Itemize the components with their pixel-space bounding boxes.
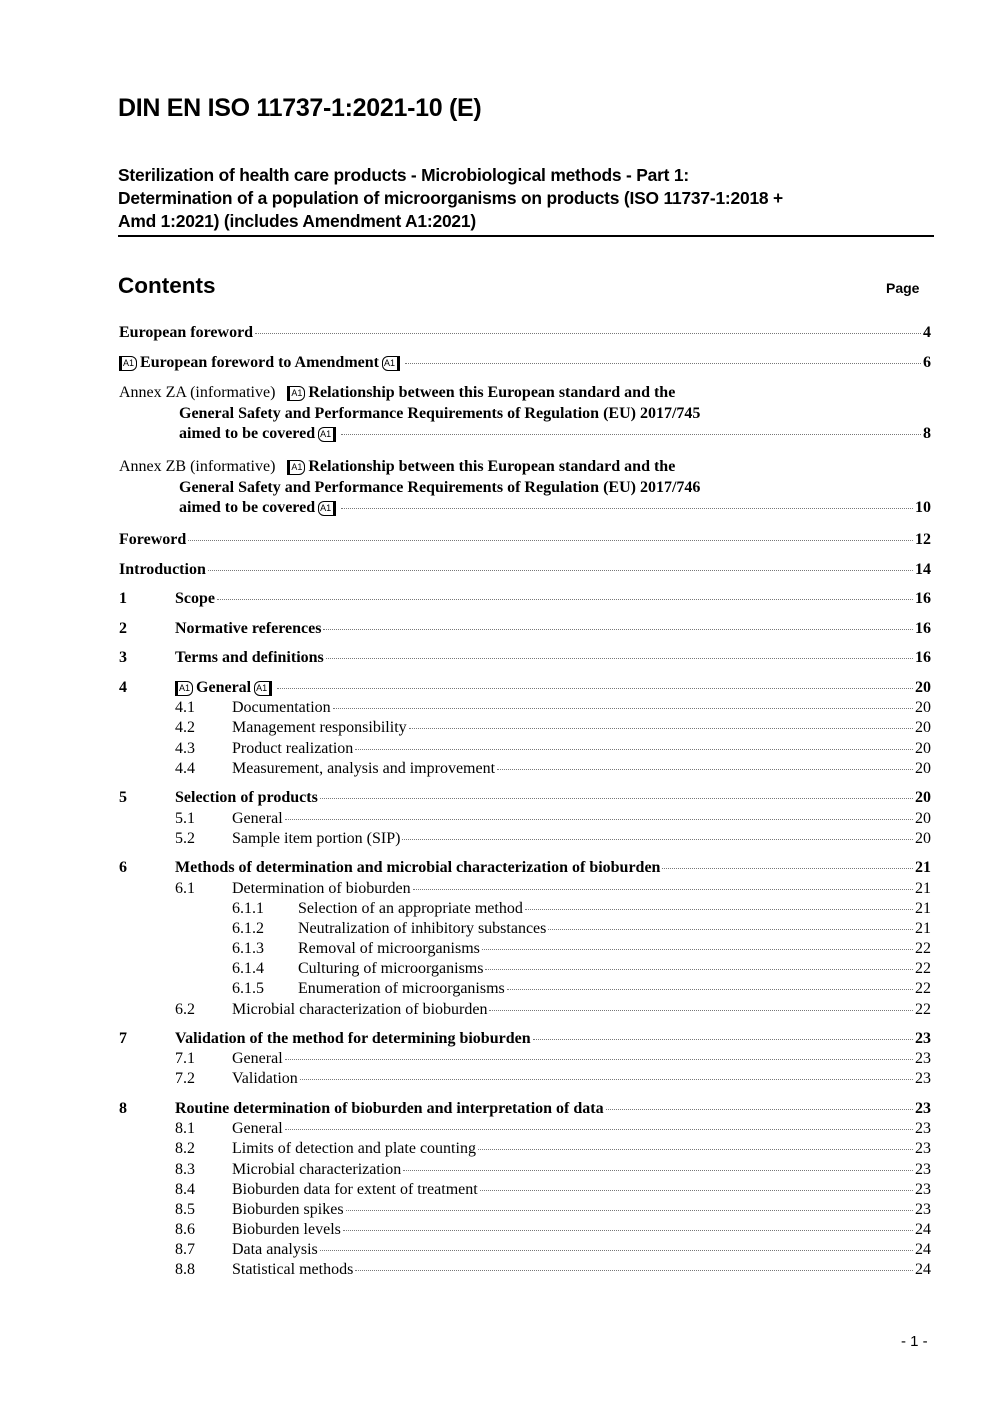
toc-entry-5-2[interactable] bbox=[119, 829, 931, 850]
toc-entry-7-2[interactable] bbox=[119, 1069, 931, 1090]
toc-entry-2[interactable] bbox=[119, 619, 931, 640]
annex-prefix: Annex ZB (informative) bbox=[119, 458, 276, 475]
toc-entry-5-1[interactable] bbox=[119, 809, 931, 830]
toc-number: 5 bbox=[119, 789, 127, 806]
toc-page-number: 20 bbox=[915, 760, 931, 777]
toc-entry-4-2[interactable] bbox=[119, 718, 931, 739]
dot-leader bbox=[188, 539, 913, 541]
toc-entry-8[interactable] bbox=[119, 1099, 931, 1120]
toc-title: Product realization bbox=[232, 740, 354, 757]
contents-heading: Contents bbox=[118, 273, 216, 298]
toc-title: Removal of microorganisms bbox=[298, 940, 480, 957]
toc-number: 8.1 bbox=[175, 1120, 195, 1137]
dot-leader bbox=[485, 968, 913, 970]
toc-entry-6-1-4[interactable] bbox=[119, 959, 931, 980]
toc-number: 6.2 bbox=[175, 1001, 195, 1018]
toc-entry-4-1[interactable] bbox=[119, 698, 931, 719]
toc-number: 4.3 bbox=[175, 740, 195, 757]
dot-leader bbox=[533, 1038, 913, 1040]
toc-entry-6-2[interactable] bbox=[119, 1000, 931, 1021]
toc-number: 2 bbox=[119, 620, 127, 637]
toc-number: 3 bbox=[119, 649, 127, 666]
toc-title: Normative references bbox=[175, 620, 322, 637]
dot-leader bbox=[355, 748, 913, 750]
toc-entry-8-7[interactable] bbox=[119, 1240, 931, 1261]
toc-title: General bbox=[232, 1120, 283, 1137]
toc-entry-4-3[interactable] bbox=[119, 739, 931, 760]
toc-entry-8-5[interactable] bbox=[119, 1200, 931, 1221]
toc-entry-8-6[interactable] bbox=[119, 1220, 931, 1241]
toc-entry-7[interactable] bbox=[119, 1029, 931, 1050]
toc-number: 8.2 bbox=[175, 1140, 195, 1157]
toc-title: Terms and definitions bbox=[175, 649, 324, 666]
subtitle-line: Amd 1:2021) (includes Amendment A1:2021) bbox=[118, 211, 476, 231]
toc-entry-1[interactable] bbox=[119, 589, 931, 610]
toc-entry-8-3[interactable] bbox=[119, 1160, 931, 1181]
toc-number: 4.4 bbox=[175, 760, 195, 777]
toc-title: Introduction bbox=[119, 561, 206, 578]
toc-title: Data analysis bbox=[232, 1241, 318, 1258]
toc-title: Selection of products bbox=[175, 789, 318, 806]
toc-page-number: 23 bbox=[915, 1181, 931, 1198]
toc-page-number: 20 bbox=[915, 789, 931, 806]
toc-title: Foreword bbox=[119, 531, 187, 548]
dot-leader bbox=[285, 1058, 913, 1060]
toc-title: Methods of determination and microbial characterization of bioburden bbox=[175, 859, 661, 876]
toc-title: Microbial characterization bbox=[232, 1161, 402, 1178]
toc-title-line: Relationship between this European standard and the bbox=[308, 384, 676, 401]
toc-number: 6.1.4 bbox=[232, 960, 264, 977]
toc-page-number: 6 bbox=[923, 354, 931, 371]
toc-entry-annex-zb[interactable] bbox=[119, 457, 931, 519]
dot-leader bbox=[285, 818, 913, 820]
dot-leader bbox=[606, 1108, 913, 1110]
toc-number: 6.1.1 bbox=[232, 900, 264, 917]
toc-title: Bioburden spikes bbox=[232, 1201, 344, 1218]
dot-leader bbox=[413, 888, 913, 890]
toc-number: 7 bbox=[119, 1030, 127, 1047]
toc-title-line: Relationship between this European standard and the bbox=[308, 458, 676, 475]
dot-leader bbox=[662, 867, 913, 869]
toc-number: 5.2 bbox=[175, 830, 195, 847]
toc-title: Scope bbox=[175, 590, 215, 607]
toc-title-line: General Safety and Performance Requirements of Regulation (EU) 2017/745 bbox=[179, 404, 701, 422]
toc-entry-3[interactable] bbox=[119, 648, 931, 669]
dot-leader bbox=[300, 1078, 913, 1080]
toc-number: 6.1.2 bbox=[232, 920, 264, 937]
toc-entry-8-4[interactable] bbox=[119, 1180, 931, 1201]
dot-leader bbox=[355, 1269, 913, 1271]
toc-page-number: 22 bbox=[915, 940, 931, 957]
toc-title: Microbial characterization of bioburden bbox=[232, 1001, 488, 1018]
toc-number: 8.7 bbox=[175, 1241, 195, 1258]
toc-title: European foreword bbox=[119, 324, 254, 341]
toc-page-number: 4 bbox=[923, 324, 931, 341]
toc-page-number: 23 bbox=[915, 1070, 931, 1087]
toc-entry-european-foreword[interactable] bbox=[119, 323, 931, 344]
toc-page-number: 21 bbox=[915, 859, 931, 876]
toc-page-number: 20 bbox=[915, 699, 931, 716]
dot-leader bbox=[507, 988, 913, 990]
toc-entry-6-1-3[interactable] bbox=[119, 939, 931, 960]
toc-page-number: 21 bbox=[915, 880, 931, 897]
document-subtitle bbox=[118, 164, 934, 237]
dot-leader bbox=[333, 707, 913, 709]
dot-leader bbox=[320, 1249, 913, 1251]
dot-leader bbox=[277, 687, 913, 689]
toc-number: 7.2 bbox=[175, 1070, 195, 1087]
toc-page-number: 21 bbox=[915, 920, 931, 937]
amendment-end-marker-icon: A1 bbox=[318, 501, 336, 516]
toc-page-number: 22 bbox=[915, 960, 931, 977]
amendment-end-marker-icon: A1 bbox=[318, 427, 336, 442]
toc-entry-6-1-2[interactable] bbox=[119, 919, 931, 940]
toc-number: 4.2 bbox=[175, 719, 195, 736]
toc-entry-8-8[interactable] bbox=[119, 1260, 931, 1281]
amendment-end-marker-icon: A1 bbox=[254, 681, 272, 696]
dot-leader bbox=[480, 1189, 913, 1191]
toc-title: Determination of bioburden bbox=[232, 880, 411, 897]
toc-title: Bioburden levels bbox=[232, 1221, 341, 1238]
toc-page-number: 20 bbox=[915, 740, 931, 757]
toc-title: Sample item portion (SIP) bbox=[232, 830, 401, 847]
amendment-start-marker-icon: A1 bbox=[287, 460, 305, 475]
dot-leader bbox=[409, 727, 913, 729]
toc-page-number: 12 bbox=[915, 531, 931, 548]
toc-number: 1 bbox=[119, 590, 127, 607]
dot-leader bbox=[497, 768, 913, 770]
toc-title: Routine determination of bioburden and interpretation of data bbox=[175, 1100, 604, 1117]
toc-number: 8.4 bbox=[175, 1181, 195, 1198]
toc-page-number: 22 bbox=[915, 980, 931, 997]
dot-leader bbox=[482, 948, 913, 950]
toc-page-number: 16 bbox=[915, 620, 931, 637]
toc-entry-4[interactable] bbox=[119, 678, 931, 699]
toc-title: Statistical methods bbox=[232, 1261, 354, 1278]
toc-entry-6[interactable] bbox=[119, 858, 931, 879]
dot-leader bbox=[341, 507, 913, 509]
toc-page-number: 22 bbox=[915, 1001, 931, 1018]
toc-page-number: 20 bbox=[915, 810, 931, 827]
dot-leader bbox=[255, 332, 921, 334]
dot-leader bbox=[405, 362, 921, 364]
page-column-label: Page bbox=[886, 280, 920, 296]
toc-entry-introduction[interactable] bbox=[119, 560, 931, 581]
toc-number: 5.1 bbox=[175, 810, 195, 827]
toc-page-number: 20 bbox=[915, 830, 931, 847]
toc-entry-foreword[interactable] bbox=[119, 530, 931, 551]
dot-leader bbox=[208, 569, 913, 571]
toc-title-line: aimed to be covered bbox=[179, 499, 316, 516]
dot-leader bbox=[320, 797, 913, 799]
subtitle-line: Sterilization of health care products - Microbiological methods - Part 1: bbox=[118, 165, 689, 185]
toc-number: 7.1 bbox=[175, 1050, 195, 1067]
toc-page-number: 21 bbox=[915, 900, 931, 917]
toc-number: 8.5 bbox=[175, 1201, 195, 1218]
toc-title: Measurement, analysis and improvement bbox=[232, 760, 496, 777]
dot-leader bbox=[326, 657, 913, 659]
toc-number: 8.6 bbox=[175, 1221, 195, 1238]
dot-leader bbox=[402, 838, 913, 840]
toc-entry-4-4[interactable] bbox=[119, 759, 931, 780]
amendment-start-marker-icon: A1 bbox=[287, 386, 305, 401]
toc-page-number: 23 bbox=[915, 1120, 931, 1137]
footer-page-number: - 1 - bbox=[901, 1333, 928, 1350]
toc-page-number: 24 bbox=[915, 1241, 931, 1258]
toc-page-number: 10 bbox=[915, 499, 931, 516]
toc-number: 6 bbox=[119, 859, 127, 876]
toc-title: General bbox=[232, 1050, 283, 1067]
toc-number: 4.1 bbox=[175, 699, 195, 716]
toc-title: Documentation bbox=[232, 699, 331, 716]
toc-page-number: 24 bbox=[915, 1221, 931, 1238]
dot-leader bbox=[403, 1169, 913, 1171]
toc-page-number: 23 bbox=[915, 1201, 931, 1218]
toc-title: General bbox=[196, 679, 252, 696]
annex-prefix: Annex ZA (informative) bbox=[119, 384, 276, 401]
dot-leader bbox=[525, 908, 913, 910]
toc-title: Limits of detection and plate counting bbox=[232, 1140, 476, 1157]
dot-leader bbox=[341, 433, 921, 435]
toc-title: Selection of an appropriate method bbox=[298, 900, 523, 917]
toc-title-line: General Safety and Performance Requirements of Regulation (EU) 2017/746 bbox=[179, 478, 701, 496]
amendment-start-marker-icon: A1 bbox=[175, 681, 193, 696]
toc-number: 8 bbox=[119, 1100, 127, 1117]
toc-page-number: 23 bbox=[915, 1100, 931, 1117]
dot-leader bbox=[478, 1148, 913, 1150]
toc-page-number: 16 bbox=[915, 590, 931, 607]
toc-page-number: 20 bbox=[915, 679, 931, 696]
toc-title-line: aimed to be covered bbox=[179, 425, 316, 442]
dot-leader bbox=[343, 1229, 913, 1231]
toc-entry-6-1-5[interactable] bbox=[119, 979, 931, 1000]
dot-leader bbox=[217, 598, 913, 600]
toc-page-number: 23 bbox=[915, 1030, 931, 1047]
toc-number: 8.3 bbox=[175, 1161, 195, 1178]
toc-number: 6.1 bbox=[175, 880, 195, 897]
toc-entry-8-2[interactable] bbox=[119, 1139, 931, 1160]
toc-number: 8.8 bbox=[175, 1261, 195, 1278]
amendment-end-marker-icon: A1 bbox=[382, 356, 400, 371]
toc-page-number: 14 bbox=[915, 561, 931, 578]
toc-entry-6-1[interactable] bbox=[119, 879, 931, 900]
toc-title: Validation bbox=[232, 1070, 298, 1087]
toc-entry-5[interactable] bbox=[119, 788, 931, 809]
toc-title: Management responsibility bbox=[232, 719, 407, 736]
toc-title: General bbox=[232, 810, 283, 827]
toc-page-number: 23 bbox=[915, 1050, 931, 1067]
toc-number: 6.1.3 bbox=[232, 940, 264, 957]
toc-title: Validation of the method for determining bioburden bbox=[175, 1030, 531, 1047]
dot-leader bbox=[285, 1128, 913, 1130]
toc-title: Bioburden data for extent of treatment bbox=[232, 1181, 478, 1198]
toc-entry-european-foreword-amendment[interactable] bbox=[119, 353, 931, 374]
amendment-start-marker-icon: A1 bbox=[119, 356, 137, 371]
dot-leader bbox=[489, 1009, 913, 1011]
toc-page-number: 20 bbox=[915, 719, 931, 736]
toc-page-number: 23 bbox=[915, 1161, 931, 1178]
toc-title: Culturing of microorganisms bbox=[298, 960, 484, 977]
dot-leader bbox=[346, 1209, 913, 1211]
toc-title: Enumeration of microorganisms bbox=[298, 980, 505, 997]
dot-leader bbox=[323, 628, 913, 630]
dot-leader bbox=[548, 928, 913, 930]
toc-entry-7-1[interactable] bbox=[119, 1049, 931, 1070]
toc-page-number: 8 bbox=[923, 425, 931, 442]
toc-number: 4 bbox=[119, 679, 127, 696]
toc-number: 6.1.5 bbox=[232, 980, 264, 997]
toc-page-number: 16 bbox=[915, 649, 931, 666]
toc-entry-annex-za[interactable] bbox=[119, 383, 931, 445]
toc-title: Neutralization of inhibitory substances bbox=[298, 920, 547, 937]
toc-page-number: 23 bbox=[915, 1140, 931, 1157]
toc-entry-6-1-1[interactable] bbox=[119, 899, 931, 920]
toc-title: European foreword to Amendment bbox=[140, 354, 379, 371]
toc-page-number: 24 bbox=[915, 1261, 931, 1278]
document-title: DIN EN ISO 11737-1:2021-10 (E) bbox=[118, 94, 482, 122]
subtitle-line: Determination of a population of microorganisms on products (ISO 11737-1:2018 + bbox=[118, 188, 783, 208]
toc-entry-8-1[interactable] bbox=[119, 1119, 931, 1140]
